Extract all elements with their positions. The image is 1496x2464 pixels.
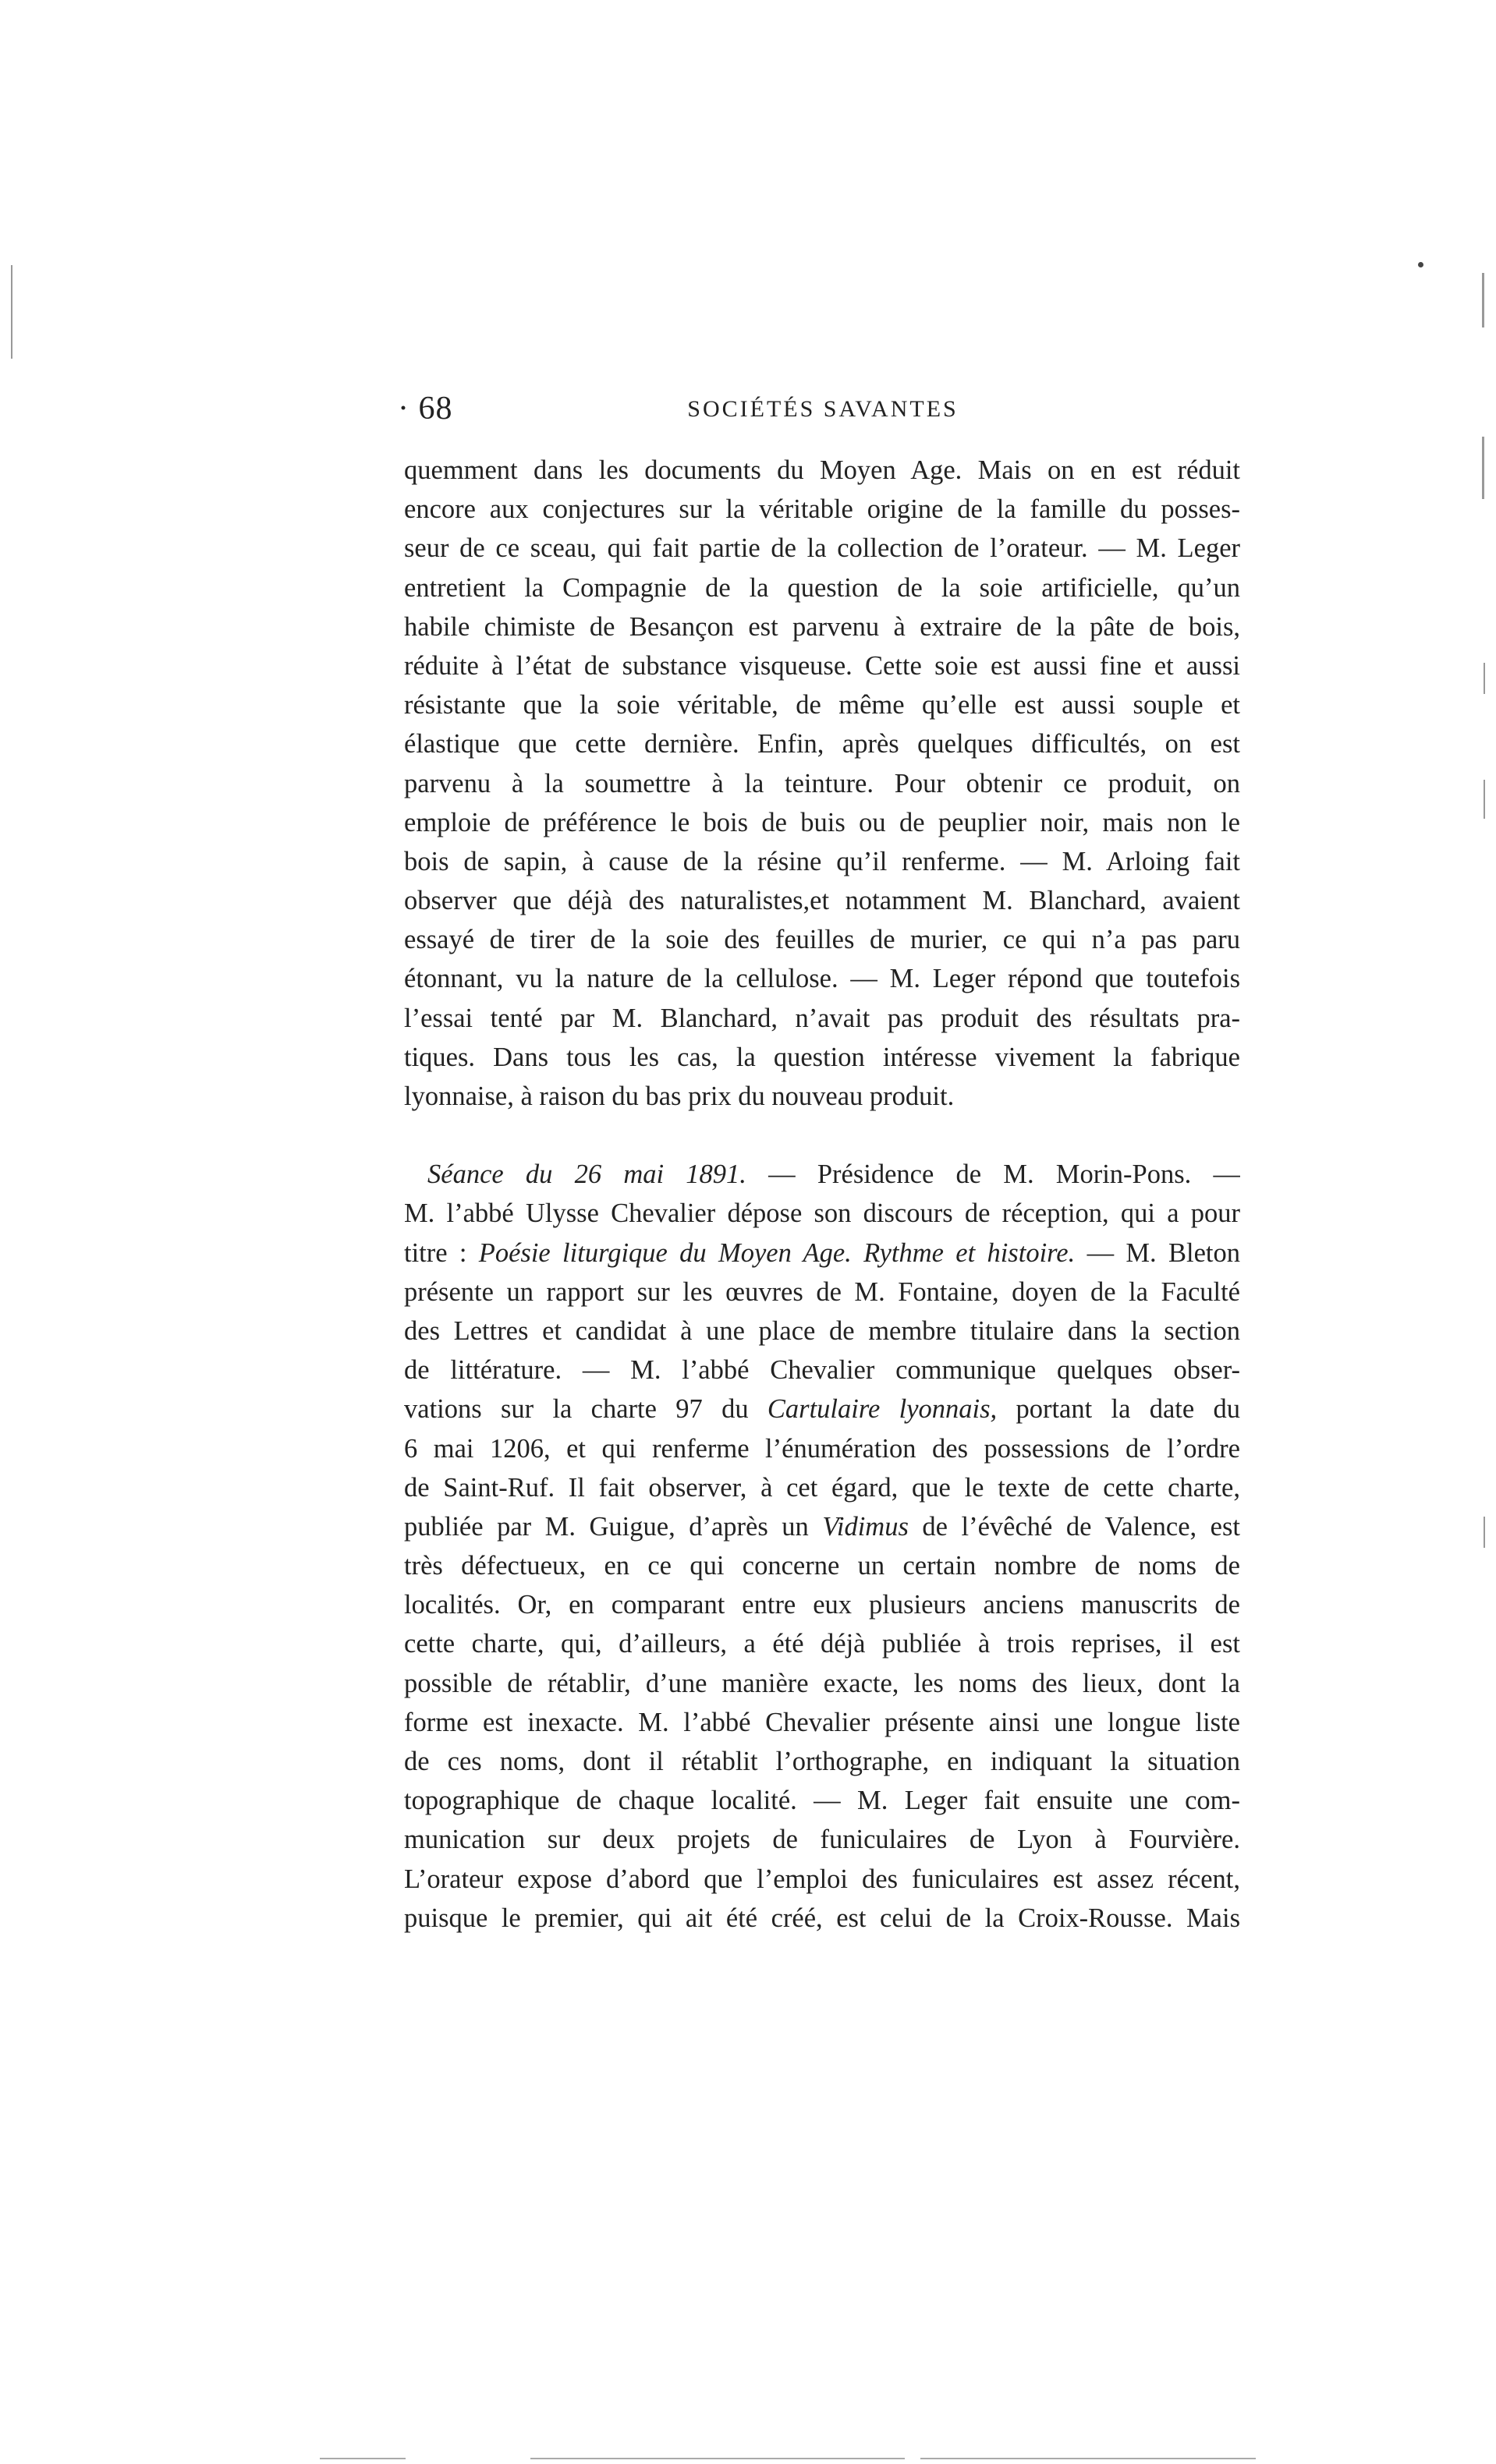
text-line: bois de sapin, à cause de la résine qu’il renferme. — M. Arloing fait bbox=[404, 846, 1240, 876]
work-title: Poésie liturgique du Moyen Age. Rythme et histoire. bbox=[478, 1237, 1076, 1268]
running-title: SOCIÉTÉS SAVANTES bbox=[687, 396, 959, 422]
cartulary-title: Cartulaire lyonnais, bbox=[767, 1394, 998, 1425]
text-line: puisque le premier, qui ait été créé, est celui de la Croix-Rousse. Mais bbox=[404, 1903, 1240, 1933]
text-line: possible de rétablir, d’une manière exacte, les noms des lieux, dont la bbox=[404, 1668, 1240, 1698]
text-line: topographique de chaque localité. — M. Leger fait ensuite une com- bbox=[404, 1786, 1240, 1816]
scan-edge-mark-right-4 bbox=[1484, 780, 1485, 819]
text-line: tiques. Dans tous les cas, la question intéresse vivement la fabrique bbox=[404, 1042, 1240, 1072]
text-line: L’orateur expose d’abord que l’emploi des funiculaires est assez récent, bbox=[404, 1864, 1240, 1894]
page-header bbox=[398, 390, 1248, 444]
text-line: munication sur deux projets de funiculaires de Lyon à Fourvière. bbox=[404, 1825, 1240, 1855]
scan-bottom-rule-2 bbox=[530, 2458, 905, 2459]
scan-edge-mark-left bbox=[11, 265, 12, 359]
text-segment: portant la date du bbox=[997, 1394, 1240, 1425]
text-line: étonnant, vu la nature de la cellulose. — M. Leger répond que toutefois bbox=[404, 964, 1240, 994]
text-line: 6 mai 1206, et qui renferme l’énumération des possessions de l’ordre bbox=[404, 1433, 1240, 1464]
text-segment: — Présidence de M. Morin-Pons. — bbox=[746, 1159, 1240, 1190]
scan-bottom-rule-3 bbox=[920, 2458, 1256, 2459]
scan-edge-mark-right-2 bbox=[1482, 437, 1484, 499]
text-line: parvenu à la soumettre à la teinture. Pour obtenir ce produit, on bbox=[404, 768, 1240, 798]
text-line: forme est inexacte. M. l’abbé Chevalier présente ainsi une longue liste bbox=[404, 1707, 1240, 1737]
text-line: cette charte, qui, d’ailleurs, a été déjà publiée à trois reprises, il est bbox=[404, 1629, 1240, 1659]
text-line: de Saint-Ruf. Il fait observer, à cet égard, que le texte de cette charte, bbox=[404, 1472, 1240, 1503]
scan-dot bbox=[1418, 262, 1423, 267]
text-line: de littérature. — M. l’abbé Chevalier communique quelques obser- bbox=[404, 1355, 1240, 1386]
text-line: présente un rapport sur les œuvres de M. Fontaine, doyen de la Faculté bbox=[404, 1276, 1240, 1307]
text-line: observer que déjà des naturalistes,et notamment M. Blanchard, avaient bbox=[404, 886, 1240, 916]
text-line: très défectueux, en ce qui concerne un certain nombre de noms de bbox=[404, 1551, 1240, 1581]
text-segment: titre : bbox=[404, 1237, 479, 1268]
text-line: localités. Or, en comparant entre eux plusieurs anciens manuscrits de bbox=[404, 1590, 1240, 1620]
paragraph-1 bbox=[404, 451, 1240, 1116]
text-line: quemment dans les documents du Moyen Age. Mais on en est réduit bbox=[404, 455, 1240, 485]
text-segment: publiée par M. Guigue, d’après un bbox=[404, 1511, 823, 1542]
text-line: seur de ce sceau, qui fait partie de la collection de l’orateur. — M. Leger bbox=[404, 533, 1240, 564]
vidimus-term: Vidimus bbox=[822, 1511, 909, 1542]
session-date: Séance du 26 mai 1891. bbox=[427, 1159, 746, 1190]
text-line: M. l’abbé Ulysse Chevalier dépose son discours de réception, qui a pour bbox=[404, 1198, 1240, 1229]
body-text bbox=[404, 451, 1240, 1938]
scan-edge-mark-right-1 bbox=[1482, 273, 1484, 327]
scan-edge-mark-right-5 bbox=[1484, 1517, 1485, 1548]
text-line: l’essai tenté par M. Blanchard, n’avait pas produit des résultats pra- bbox=[404, 1003, 1240, 1033]
paragraph-gap bbox=[404, 1116, 1240, 1155]
text-segment: de l’évêché de Valence, est bbox=[908, 1511, 1240, 1542]
text-line: de ces noms, dont il rétablit l’orthographe, en indiquant la situation bbox=[404, 1747, 1240, 1776]
text-segment: vations sur la charte 97 du bbox=[404, 1394, 767, 1425]
text-line bbox=[404, 1507, 1240, 1546]
text-line: essayé de tirer de la soie des feuilles de murier, ce qui n’a pas paru bbox=[404, 925, 1240, 955]
scan-bottom-rule-1 bbox=[320, 2458, 406, 2459]
paragraph-2 bbox=[404, 1155, 1240, 1938]
page-number: · 68 bbox=[398, 391, 453, 427]
session-heading-line bbox=[404, 1155, 1240, 1194]
text-line: des Lettres et candidat à une place de membre titulaire dans la section bbox=[404, 1315, 1240, 1346]
text-line: lyonnaise, à raison du bas prix du nouveau produit. bbox=[404, 1082, 955, 1111]
text-line: emploie de préférence le bois de buis ou de peuplier noir, mais non le bbox=[404, 807, 1240, 837]
text-line bbox=[404, 1234, 1240, 1273]
scan-edge-mark-right-3 bbox=[1484, 663, 1485, 694]
text-line: encore aux conjectures sur la véritable origine de la famille du posses- bbox=[404, 494, 1240, 525]
text-line bbox=[404, 1390, 1240, 1428]
text-line: résistante que la soie véritable, de même qu’elle est aussi souple et bbox=[404, 690, 1240, 720]
text-line: habile chimiste de Besançon est parvenu à extraire de la pâte de bois, bbox=[404, 611, 1240, 642]
text-segment: — M. Bleton bbox=[1075, 1237, 1240, 1268]
text-line: élastique que cette dernière. Enfin, après quelques difficultés, on est bbox=[404, 729, 1240, 759]
text-line: entretient la Compagnie de la question de la soie artificielle, qu’un bbox=[404, 572, 1240, 603]
text-line: réduite à l’état de substance visqueuse. Cette soie est aussi fine et aussi bbox=[404, 650, 1240, 681]
